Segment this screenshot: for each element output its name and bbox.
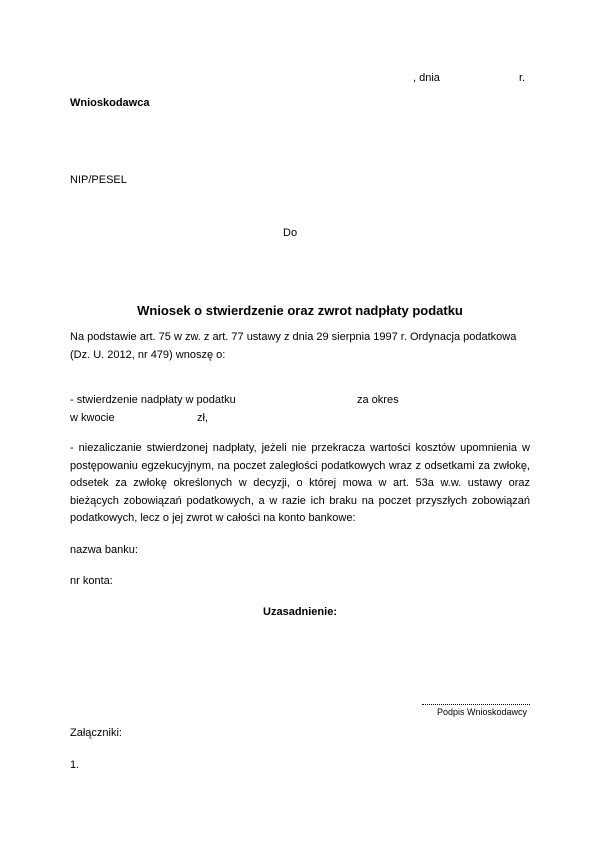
date-suffix: r.	[519, 72, 526, 84]
intro-line-1: Na podstawie art. 75 w zw. z art. 77 ustawy z dnia 29 sierpnia 1997 r. Ordynacja podatkowa	[70, 331, 517, 343]
attachment-item-1: 1.	[70, 759, 80, 771]
bank-name-label: nazwa banku:	[70, 544, 138, 556]
nip-pesel-label: NIP/PESEL	[70, 174, 127, 186]
attachments-label: Załączniki:	[70, 727, 122, 739]
currency-label: zł,	[197, 412, 208, 424]
applicant-label: Wnioskodawca	[70, 97, 150, 109]
overpayment-label: - stwierdzenie nadpłaty w podatku	[70, 394, 236, 406]
date-prefix: , dnia	[413, 72, 440, 84]
intro-line-2: (Dz. U. 2012, nr 479) wnoszę o:	[70, 349, 226, 361]
non-offset-clause: - niezaliczanie stwierdzonej nadpłaty, jeżeli nie przekracza wartości kosztów upomnienia w postępowaniu egzekucyjnym, na poczet zaległości podatkowych wraz z odsetkami za zwłokę, odsetek za zwłokę określonych w decyzji, o której mowa w art. 53a w.w. ustawy oraz bieżących zobowiązań podatkowych, a w razie ich braku na poczet przyszłych zobowiązań podatkowych, lecz o jej zwrot w całości na konto bankowe:	[70, 442, 530, 524]
document-title: Wniosek o stwierdzenie oraz zwrot nadpłaty podatku	[137, 303, 463, 318]
period-label: za okres	[357, 394, 399, 406]
account-number-label: nr konta:	[70, 575, 113, 587]
justification-label: Uzasadnienie:	[263, 606, 337, 618]
signature-label: Podpis Wnioskodawcy	[437, 707, 528, 717]
signature-line	[422, 703, 530, 705]
amount-label: w kwocie	[70, 412, 115, 424]
recipient-label: Do	[283, 227, 298, 239]
